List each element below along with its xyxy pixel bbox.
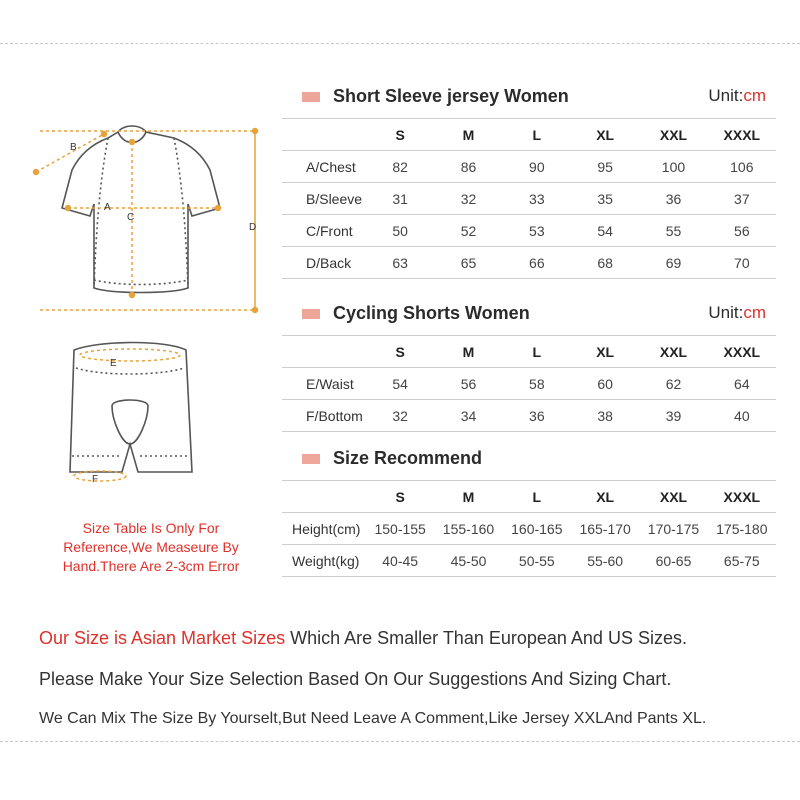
notice-rest: Which Are Smaller Than European And US Sizes. [285, 628, 687, 648]
table-cell: 82 [366, 151, 434, 183]
jersey-unit [708, 86, 766, 106]
row-label: F/Bottom [282, 400, 366, 432]
header-cell: L [503, 336, 571, 368]
table-cell: 170-175 [639, 513, 707, 545]
jersey-outline [62, 126, 220, 293]
table-cell: 35 [571, 183, 639, 215]
table-cell: 36 [639, 183, 707, 215]
shorts-section [282, 297, 776, 432]
jersey-header [282, 80, 776, 118]
unit-label: Unit: [708, 86, 744, 105]
table-header-row [282, 481, 776, 513]
header-cell: XXXL [708, 336, 776, 368]
table-row [282, 215, 776, 247]
table-cell: 33 [503, 183, 571, 215]
section-marker [302, 309, 320, 319]
table-header-row [282, 119, 776, 151]
size-illustration [20, 110, 280, 490]
table-cell: 62 [639, 368, 707, 400]
table-cell: 65 [434, 247, 502, 279]
label-c: C [127, 212, 135, 223]
table-cell: 58 [503, 368, 571, 400]
jersey-section [282, 80, 776, 279]
shorts-table [282, 335, 776, 432]
jersey-table [282, 118, 776, 279]
table-cell: 55-60 [571, 545, 639, 577]
notice-line-1 [39, 628, 687, 649]
table-cell: 40-45 [366, 545, 434, 577]
table-cell: 52 [434, 215, 502, 247]
table-cell: 90 [503, 151, 571, 183]
unit-label: Unit: [708, 303, 744, 322]
label-f: F [92, 474, 99, 485]
header-cell: XXL [639, 481, 707, 513]
unit-value: cm [743, 303, 766, 322]
top-divider [0, 43, 800, 44]
notice-highlight: Our Size is Asian Market Sizes [39, 628, 286, 648]
table-row [282, 368, 776, 400]
shorts-header [282, 297, 776, 335]
table-cell: 66 [503, 247, 571, 279]
header-empty [282, 336, 366, 368]
table-cell: 86 [434, 151, 502, 183]
table-cell: 50 [366, 215, 434, 247]
size-note: Size Table Is Only For Reference,We Measeure By Hand.There Are 2-3cm Error [62, 520, 240, 574]
table-cell: 160-165 [503, 513, 571, 545]
table-header-row [282, 336, 776, 368]
row-label: Height(cm) [282, 513, 366, 545]
header-cell: XXL [639, 119, 707, 151]
table-cell: 31 [366, 183, 434, 215]
row-label: E/Waist [282, 368, 366, 400]
table-cell: 38 [571, 400, 639, 432]
table-cell: 40 [708, 400, 776, 432]
shorts-outline [70, 343, 192, 473]
header-cell: XXXL [708, 119, 776, 151]
table-row [282, 183, 776, 215]
table-cell: 69 [639, 247, 707, 279]
table-cell: 32 [366, 400, 434, 432]
header-empty [282, 119, 366, 151]
table-cell: 32 [434, 183, 502, 215]
table-cell: 95 [571, 151, 639, 183]
table-cell: 65-75 [708, 545, 776, 577]
header-cell: S [366, 119, 434, 151]
table-cell: 68 [571, 247, 639, 279]
table-row [282, 545, 776, 577]
table-cell: 60 [571, 368, 639, 400]
table-cell: 100 [639, 151, 707, 183]
table-cell: 175-180 [708, 513, 776, 545]
row-label: B/Sleeve [282, 183, 366, 215]
label-a: A [104, 202, 111, 213]
recommend-section [282, 442, 776, 577]
table-cell: 37 [708, 183, 776, 215]
table-row [282, 400, 776, 432]
row-label: A/Chest [282, 151, 366, 183]
header-cell: M [434, 481, 502, 513]
header-cell: XL [571, 119, 639, 151]
notice-line-3: We Can Mix The Size By Yourselt,But Need Leave A Comment,Like Jersey XXLAnd Pants XL. [39, 710, 707, 727]
table-cell: 56 [708, 215, 776, 247]
recommend-header [282, 442, 776, 480]
header-cell: XXL [639, 336, 707, 368]
table-cell: 54 [571, 215, 639, 247]
label-d: D [249, 222, 257, 233]
section-marker [302, 454, 320, 464]
header-cell: XL [571, 481, 639, 513]
table-cell: 63 [366, 247, 434, 279]
header-cell: M [434, 336, 502, 368]
table-cell: 55 [639, 215, 707, 247]
row-label: C/Front [282, 215, 366, 247]
jersey-title: Short Sleeve jersey Women [333, 86, 569, 106]
table-cell: 60-65 [639, 545, 707, 577]
table-cell: 39 [639, 400, 707, 432]
table-cell: 64 [708, 368, 776, 400]
recommend-title: Size Recommend [333, 448, 483, 468]
section-marker [302, 92, 320, 102]
table-cell: 36 [503, 400, 571, 432]
table-cell: 150-155 [366, 513, 434, 545]
shorts-guides [74, 349, 180, 481]
shorts-unit [708, 303, 766, 323]
table-cell: 50-55 [503, 545, 571, 577]
table-cell: 34 [434, 400, 502, 432]
label-e: E [110, 358, 117, 369]
shorts-title: Cycling Shorts Women [333, 303, 530, 323]
header-cell: L [503, 119, 571, 151]
table-cell: 53 [503, 215, 571, 247]
table-row [282, 151, 776, 183]
bottom-divider [0, 741, 800, 742]
header-cell: L [503, 481, 571, 513]
table-cell: 45-50 [434, 545, 502, 577]
header-cell: M [434, 119, 502, 151]
table-cell: 106 [708, 151, 776, 183]
table-row [282, 247, 776, 279]
row-label: D/Back [282, 247, 366, 279]
header-cell: S [366, 336, 434, 368]
notice-line-2: Please Make Your Size Selection Based On Our Suggestions And Sizing Chart. [39, 669, 672, 689]
table-cell: 54 [366, 368, 434, 400]
table-cell: 56 [434, 368, 502, 400]
table-row [282, 513, 776, 545]
unit-value: cm [743, 86, 766, 105]
label-b: B [70, 142, 77, 153]
table-cell: 165-170 [571, 513, 639, 545]
header-cell: XXXL [708, 481, 776, 513]
header-cell: S [366, 481, 434, 513]
header-empty [282, 481, 366, 513]
row-label: Weight(kg) [282, 545, 366, 577]
table-cell: 70 [708, 247, 776, 279]
table-cell: 155-160 [434, 513, 502, 545]
header-cell: XL [571, 336, 639, 368]
recommend-table [282, 480, 776, 577]
